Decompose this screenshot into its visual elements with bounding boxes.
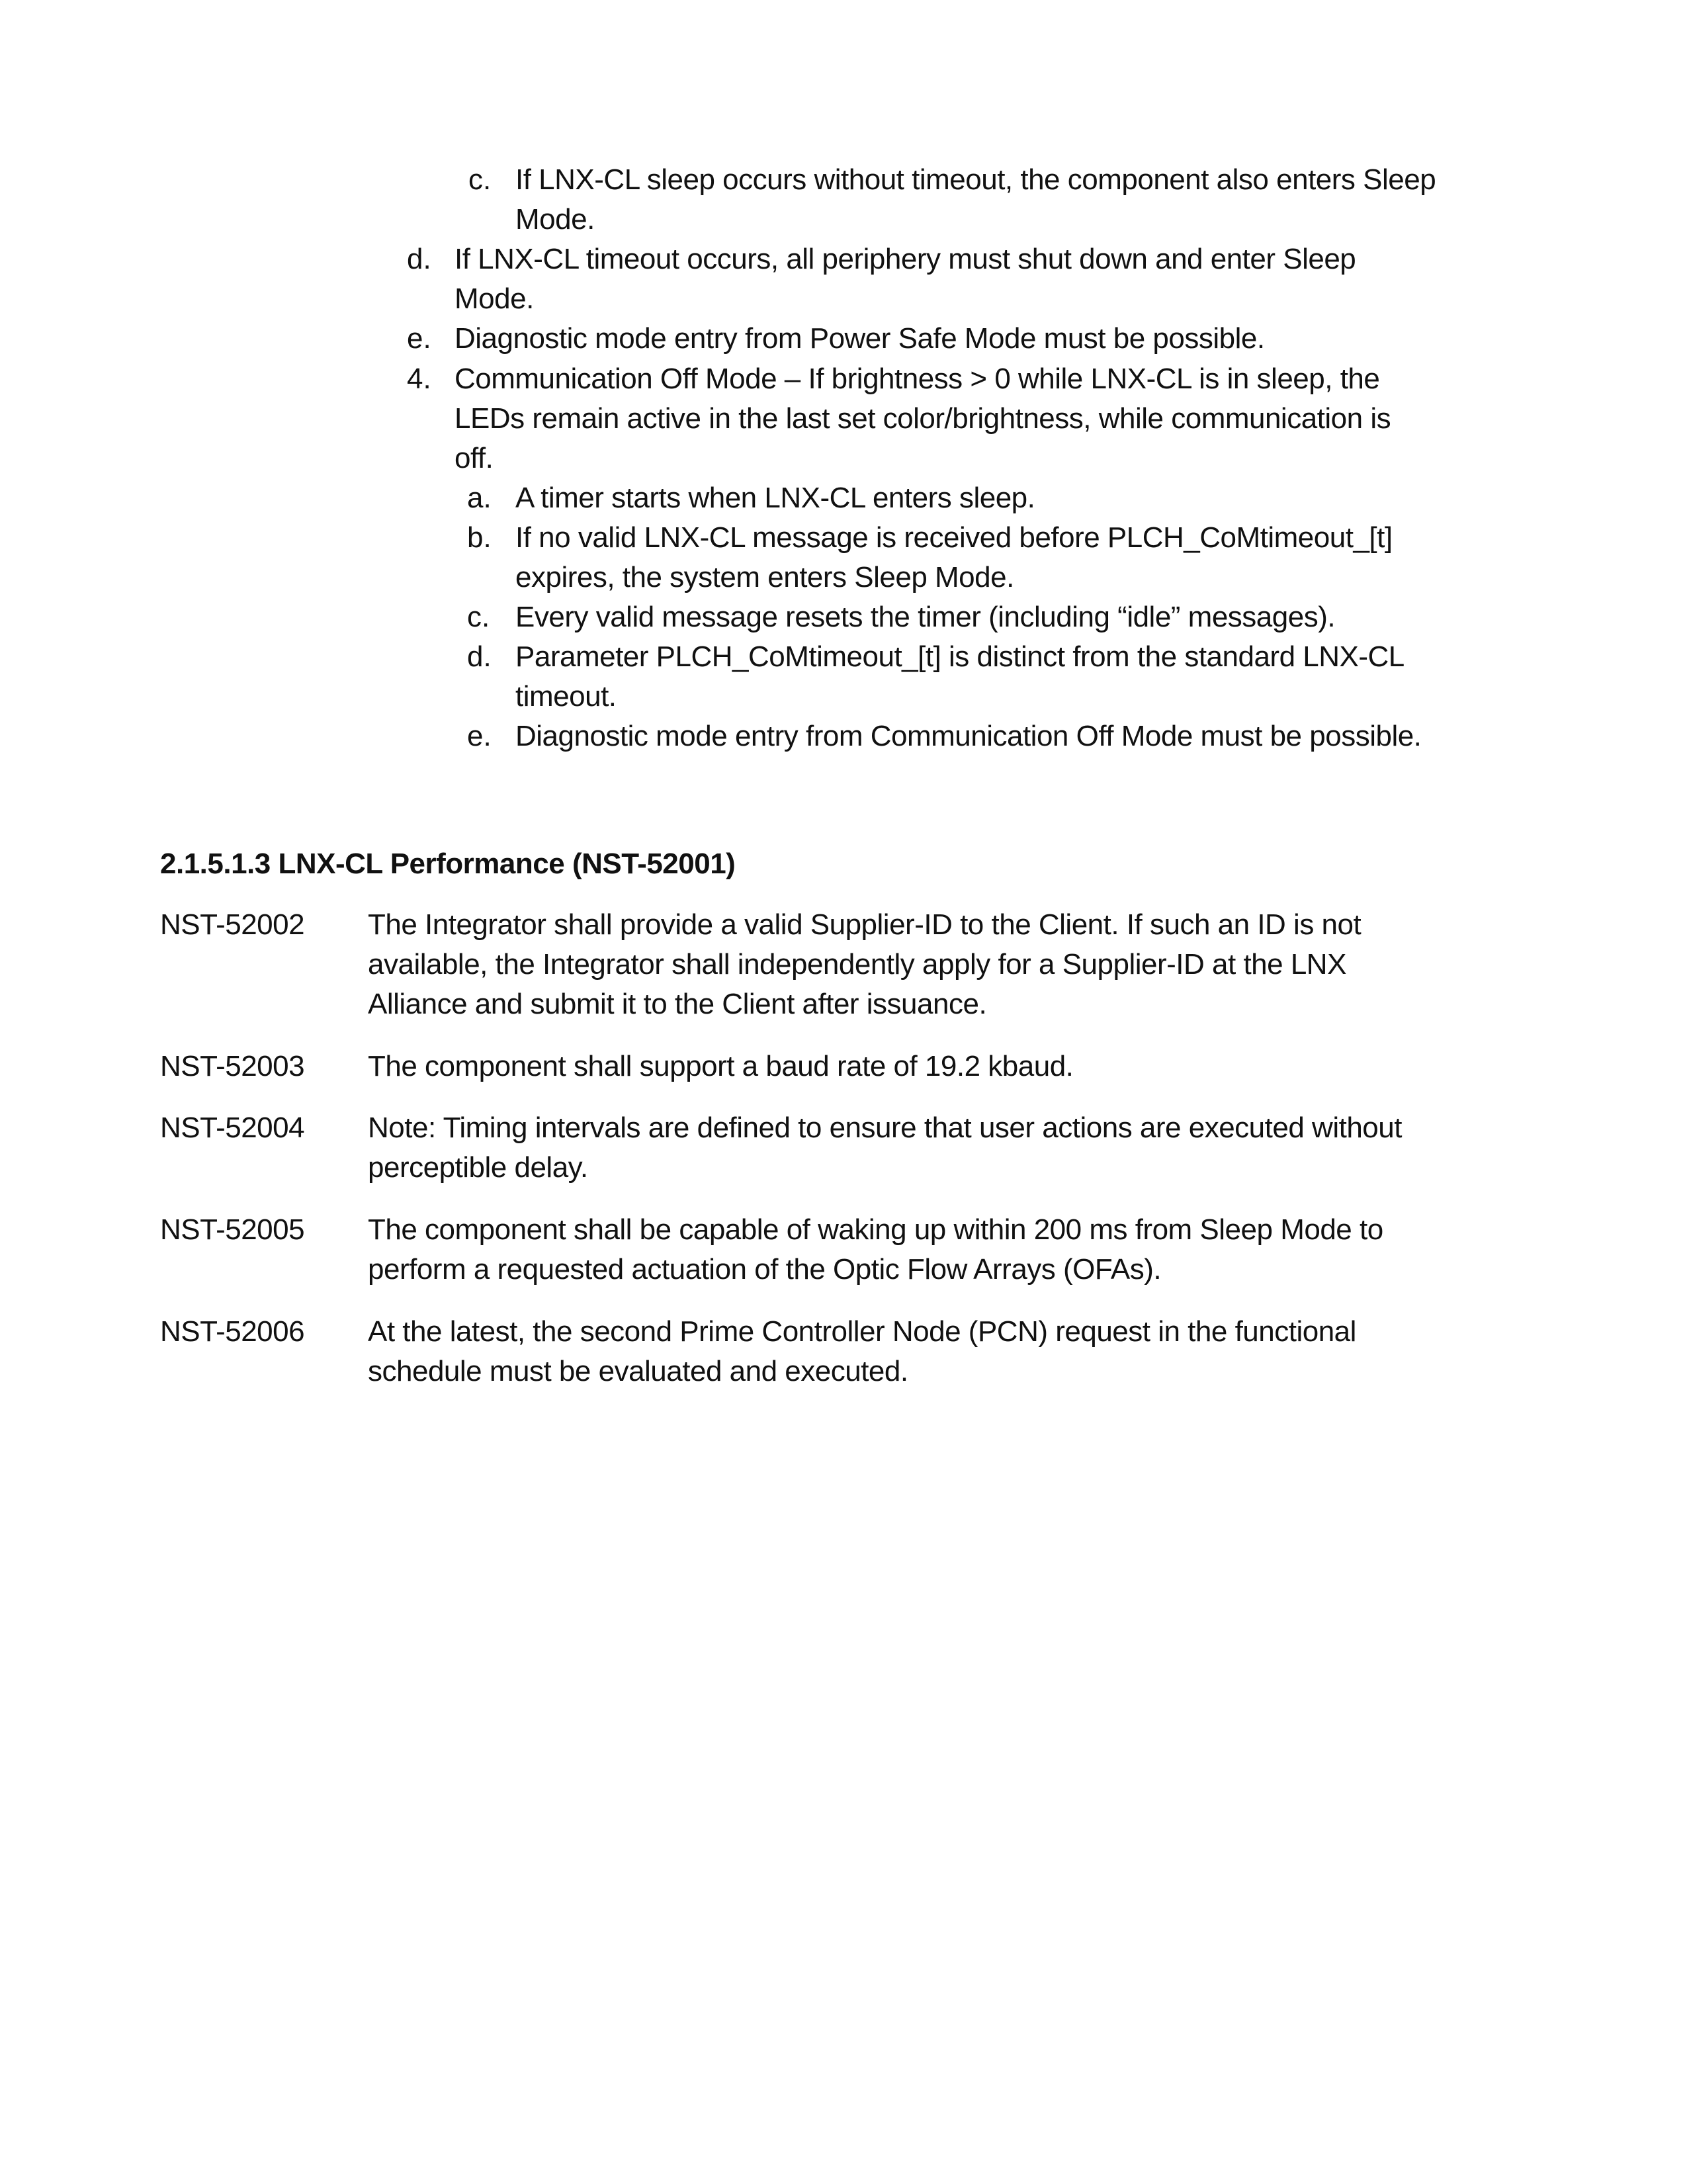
list-item-text: A timer starts when LNX-CL enters sleep. <box>515 482 1035 514</box>
list-marker: d. <box>407 243 431 275</box>
requirement-text: Alliance and submit it to the Client after issuance. <box>368 988 987 1020</box>
requirement-id: NST-52005 <box>160 1213 305 1246</box>
list-marker: d. <box>467 640 492 673</box>
list-item-text: off. <box>454 442 494 474</box>
section-heading: 2.1.5.1.3 LNX-CL Performance (NST-52001) <box>160 848 736 880</box>
list-marker: e. <box>407 322 431 355</box>
list-item-text: Mode. <box>454 283 534 315</box>
requirement-text: perform a requested actuation of the Optic Flow Arrays (OFAs). <box>368 1253 1162 1286</box>
list-item-text: If LNX-CL timeout occurs, all periphery must shut down and enter Sleep <box>454 243 1356 275</box>
list-item-text: If no valid LNX-CL message is received before PLCH_CoMtimeout_[t] <box>515 521 1393 554</box>
requirement-text: The component shall be capable of waking up within 200 ms from Sleep Mode to <box>368 1213 1383 1246</box>
list-marker: e. <box>467 720 492 752</box>
requirement-text: The Integrator shall provide a valid Supplier-ID to the Client. If such an ID is not <box>368 908 1362 941</box>
requirement-id: NST-52004 <box>160 1112 305 1144</box>
requirement-text: At the latest, the second Prime Controller Node (PCN) request in the functional <box>368 1315 1356 1348</box>
list-item-text: timeout. <box>515 680 617 713</box>
requirement-text: perceptible delay. <box>368 1151 588 1184</box>
list-item-text: Diagnostic mode entry from Communication Off Mode must be possible. <box>515 720 1422 752</box>
list-marker: c. <box>468 163 492 196</box>
list-item-text: If LNX-CL sleep occurs without timeout, the component also enters Sleep <box>515 163 1436 196</box>
list-item-text: Every valid message resets the timer (including “idle” messages). <box>515 601 1336 633</box>
list-marker: b. <box>467 521 492 554</box>
requirement-text: available, the Integrator shall independently apply for a Supplier-ID at the LNX <box>368 948 1346 981</box>
list-item-text: Communication Off Mode – If brightness > 0 while LNX-CL is in sleep, the <box>454 363 1380 395</box>
list-item-text: Mode. <box>515 203 595 236</box>
list-marker: 4. <box>407 363 431 395</box>
requirement-id: NST-52003 <box>160 1050 305 1082</box>
list-item-text: Parameter PLCH_CoMtimeout_[t] is distinct from the standard LNX-CL <box>515 640 1405 673</box>
requirement-id: NST-52006 <box>160 1315 305 1348</box>
list-item-text: LEDs remain active in the last set color/brightness, while communication is <box>454 402 1391 435</box>
requirement-text: Note: Timing intervals are defined to ensure that user actions are executed without <box>368 1112 1402 1144</box>
requirement-text: schedule must be evaluated and executed. <box>368 1355 908 1387</box>
requirement-id: NST-52002 <box>160 908 305 941</box>
list-item-text: Diagnostic mode entry from Power Safe Mode must be possible. <box>454 322 1265 355</box>
list-marker: c. <box>467 601 490 633</box>
list-marker: a. <box>467 482 492 514</box>
requirement-text: The component shall support a baud rate of 19.2 kbaud. <box>368 1050 1074 1082</box>
list-item-text: expires, the system enters Sleep Mode. <box>515 561 1014 593</box>
